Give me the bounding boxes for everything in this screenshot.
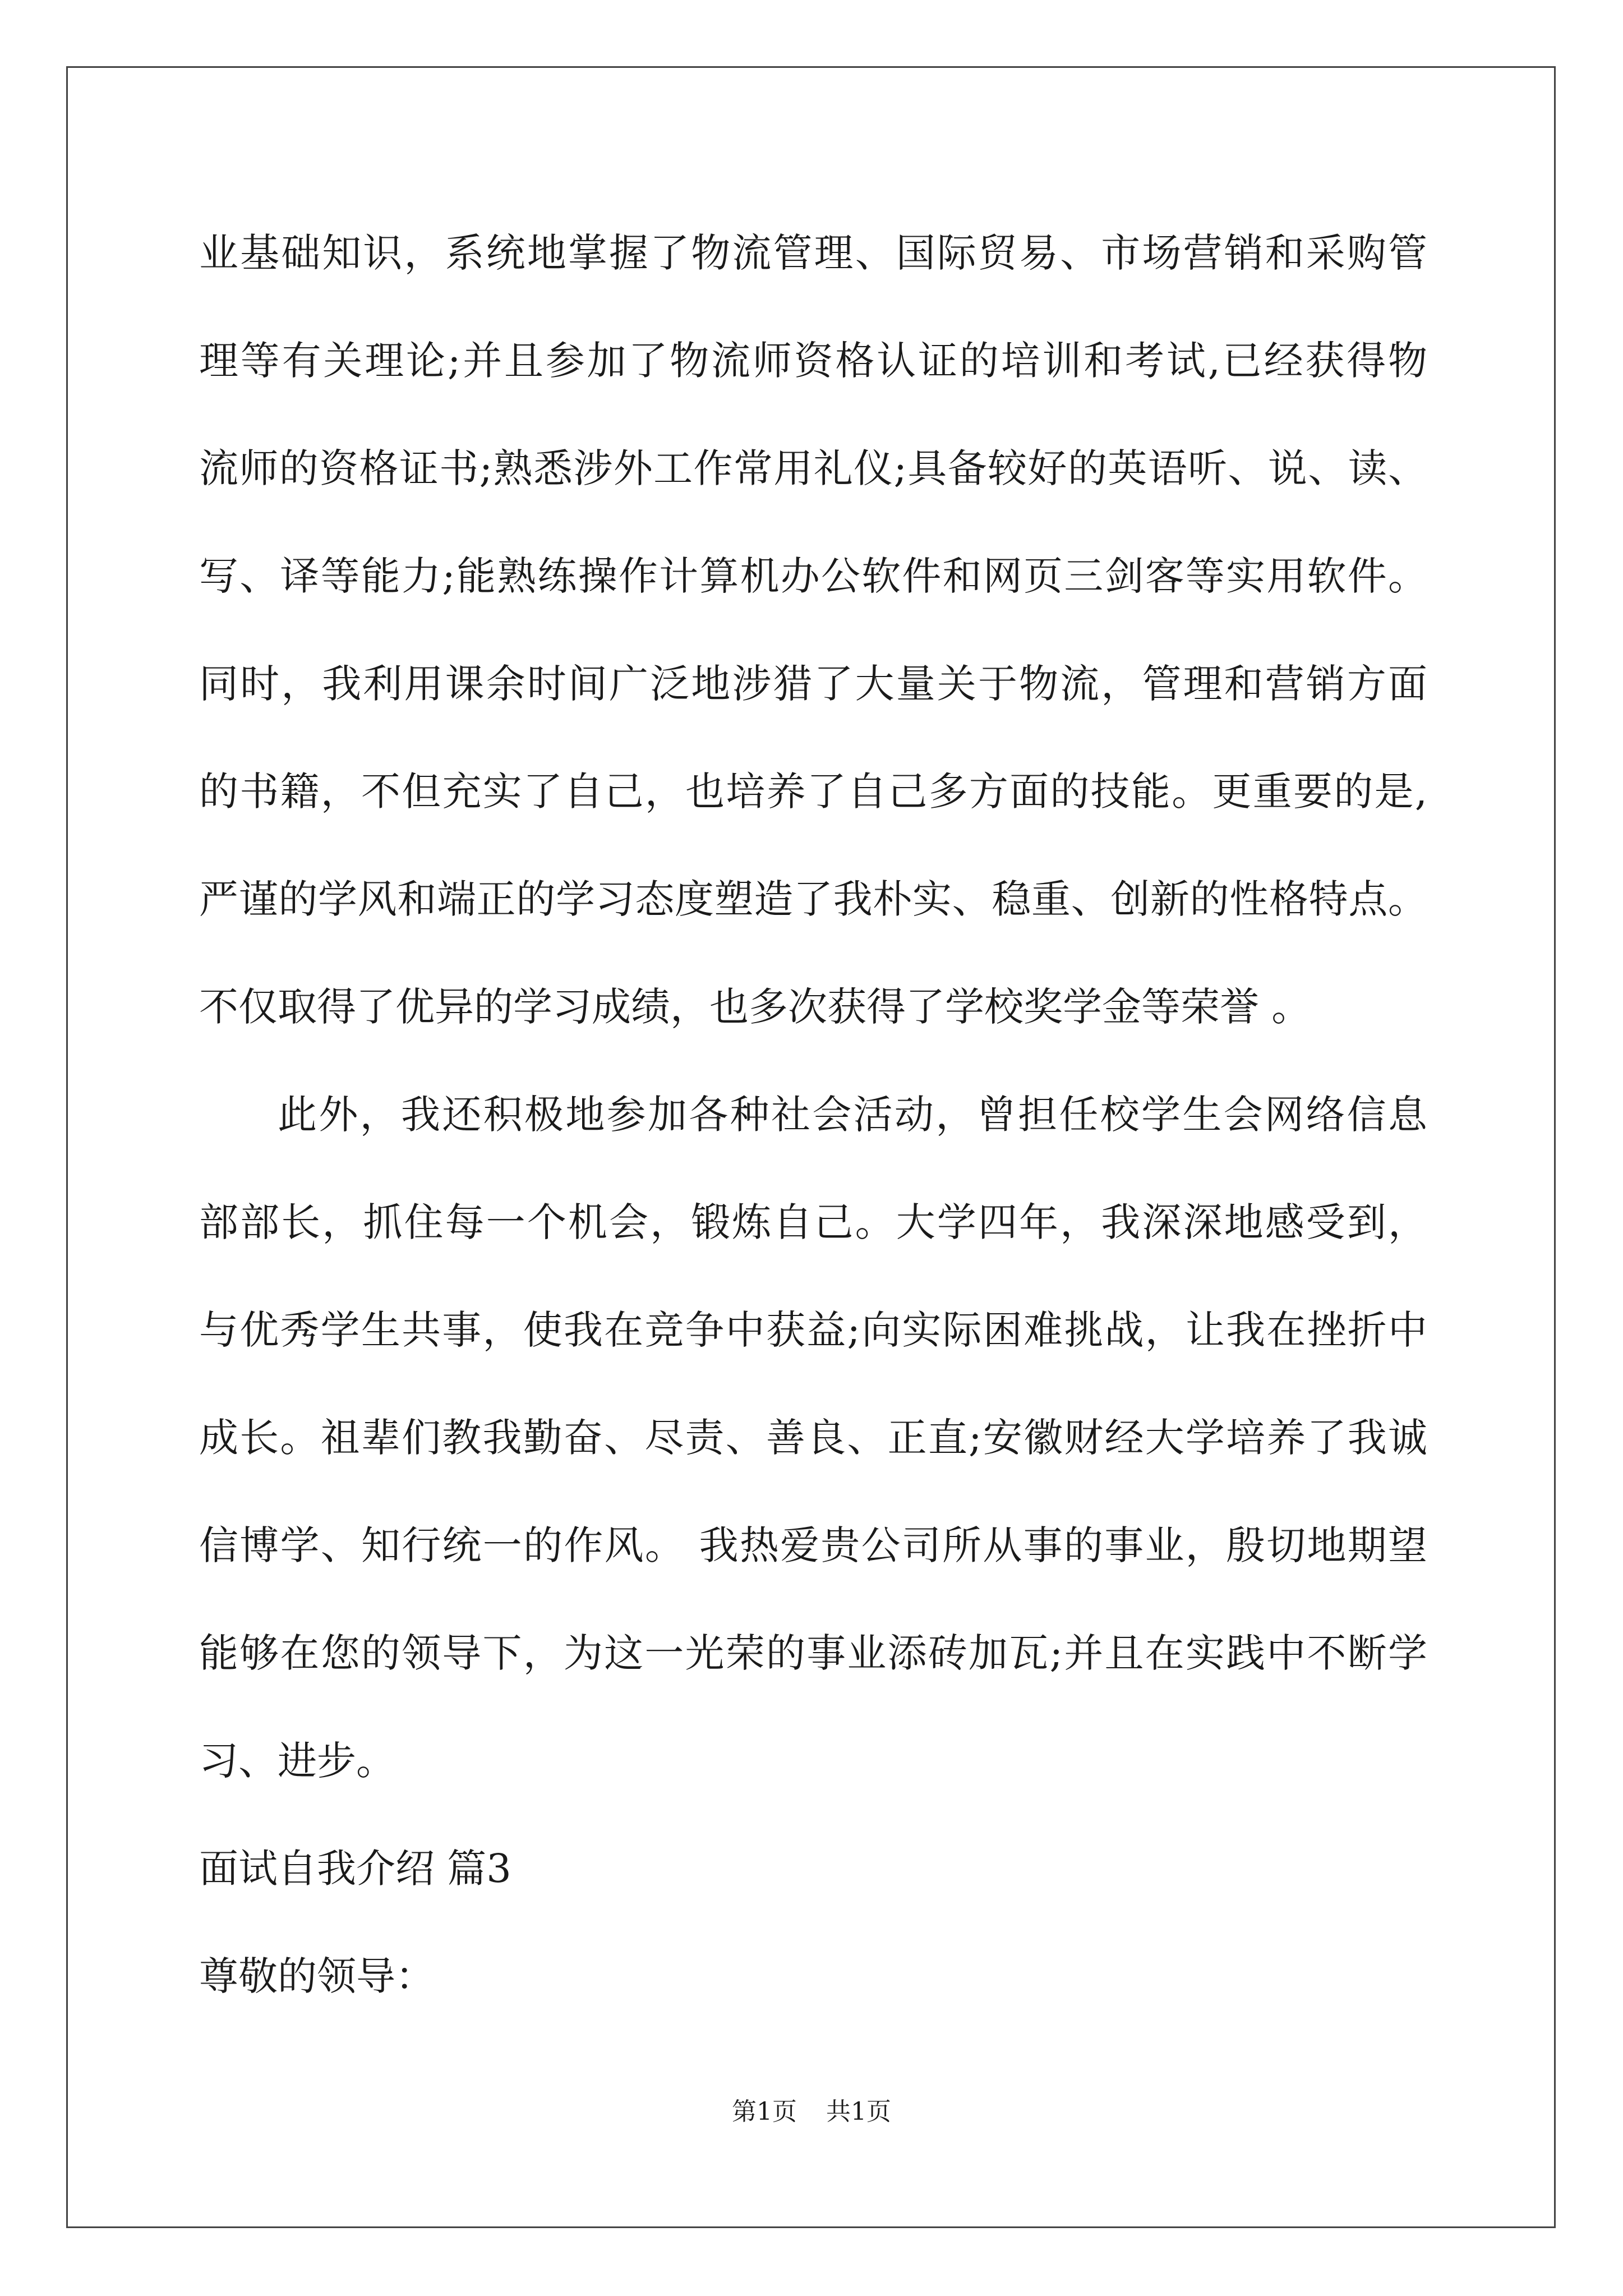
text-line: 流师的资格证书;熟悉涉外工作常用礼仪;具备较好的英语听、说、读、 (199, 445, 1427, 491)
text-line: 理等有关理论;并且参加了物流师资格认证的培训和考试,已经获得物 (199, 338, 1427, 384)
text-line: 信博学、知行统一的作风。 我热爱贵公司所从事的事业，殷切地期望 (199, 1522, 1427, 1568)
salutation: 尊敬的领导： (199, 1953, 435, 1999)
text-line: 严谨的学风和端正的学习态度塑造了我朴实、稳重、创新的性格特点。 (199, 876, 1427, 922)
page-total: 共1页 (826, 2097, 891, 2126)
text-line: 写、译等能力;能熟练操作计算机办公软件和网页三剑客等实用软件。 (199, 553, 1427, 599)
text-line: 习、进步。 (199, 1738, 395, 1784)
text-line: 能够在您的领导下，为这一光荣的事业添砖加瓦;并且在实践中不断学 (199, 1630, 1427, 1676)
text-line: 不仅取得了优异的学习成绩，也多次获得了学校奖学金等荣誉 。 (199, 984, 1311, 1030)
text-line: 部部长，抓住每一个机会，锻炼自己。大学四年，我深深地感受到， (199, 1199, 1427, 1245)
text-line: 此外，我还积极地参加各种社会活动，曾担任校学生会网络信息 (278, 1092, 1427, 1138)
text-line: 的书籍，不但充实了自己，也培养了自己多方面的技能。更重要的是, (199, 769, 1427, 815)
text-line: 业基础知识，系统地掌握了物流管理、国际贸易、市场营销和采购管 (199, 230, 1427, 276)
section-heading: 面试自我介绍 篇3 (199, 1846, 511, 1892)
text-line: 与优秀学生共事，使我在竞争中获益;向实际困难挑战，让我在挫折中 (199, 1307, 1427, 1353)
text-line: 同时，我利用课余时间广泛地涉猎了大量关于物流，管理和营销方面 (199, 661, 1427, 707)
text-line: 成长。祖辈们教我勤奋、尽责、善良、正直;安徽财经大学培养了我诚 (199, 1415, 1427, 1461)
page-footer (0, 2091, 1623, 2127)
page-number: 第1页 (732, 2097, 797, 2126)
document-body (199, 199, 1427, 2030)
